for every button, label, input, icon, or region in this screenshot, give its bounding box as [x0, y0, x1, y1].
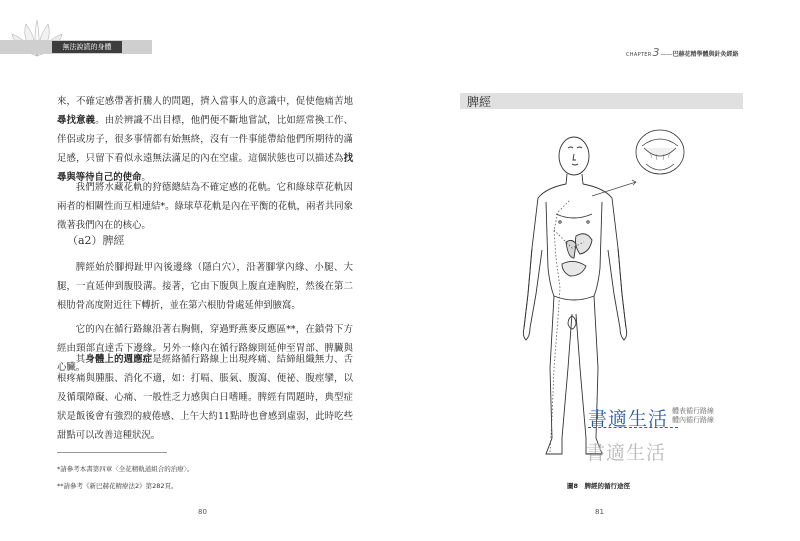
footnote-2: **請參考《新巴赫花精療法2》第282頁。 — [57, 482, 178, 490]
legend-item: 體內循行路線 — [672, 416, 714, 424]
chapter-number: 3 — [652, 46, 660, 59]
emphasis-text: 尋找意義 — [57, 115, 96, 126]
footnote-1: *請參考本書第四章〈全花精軌道組合的治療〉。 — [57, 465, 194, 473]
legend-item: 體表循行路線 — [672, 407, 714, 415]
chapter-label: CHAPTER — [626, 52, 652, 58]
running-header — [626, 46, 800, 59]
section-heading: （a2）脾經 — [67, 234, 125, 247]
text-run: 其 — [75, 354, 86, 365]
section-label: 脾經 — [467, 95, 492, 109]
emphasis-text: 身體上的週應症 — [85, 354, 153, 365]
page-number-left: 80 — [198, 508, 207, 516]
paragraph-2: 我們將水藏花軌的狩德總結為不確定感的花軌。它和綠球草花軌因兩者的相關性而互相連結*。綠球草花軌是內在平衡的花軌，兩者共同象徵著我們內在的核心。 — [57, 182, 353, 231]
text-run: 。由於辨識不出目標，他們便不斷地嘗試，比如經常換工作、伴侶或房子，很多事情都有始無終，沒有一件事能帶給他們所期待的滿足感，只留下看似永遠無法滿足的內在空虛。這個狀態也可以描述為 — [57, 115, 353, 164]
text-run: 是經絡循行路線上出現疼痛、結締組織無力、舌根疼痛與腫脹、消化不適，如：打嗝、脹氣、腹瀉、便祕、腹痙攣，以及循環障礙、心痛、一般性乏力感與白日嗜睡。脾經有問題時，典型症狀是飯後會有強烈的疲倦感、上午大約11點時也會感到虛弱，此時吃些甜點可以改善這種狀況。 — [57, 354, 353, 441]
section-bar — [460, 93, 743, 109]
text-run: 來，不確定感帶著折騰人的問題，擠入當事人的意識中，促使他痛苦地 — [57, 96, 353, 107]
figure-caption: 圖8 脾經的循行途徑 — [567, 482, 631, 490]
header-tab: 無法說謊的身體 — [52, 41, 122, 53]
emphasis-text: 找尋與等待自己的使命 — [57, 153, 353, 183]
figure-legend — [672, 407, 714, 425]
footnote-divider — [57, 452, 167, 453]
chapter-title: 巴赫花精學體與針灸經絡 — [672, 51, 739, 58]
paragraph-5 — [57, 350, 353, 445]
legend-line — [588, 427, 678, 428]
watermark-text-gray: 書適生活 — [586, 442, 667, 464]
paragraph-4: 它的內在循行路線沿著右胸側，穿過野燕麥反應區**，在鎖骨下方經由頸部直達舌下邊緣。另外一條內在循行路線則延伸至胃部、脾臟與心臟。 — [57, 324, 353, 373]
paragraph-1 — [57, 92, 353, 187]
right-page — [400, 0, 800, 541]
header-dash: —— — [660, 51, 673, 58]
page-number-right: 81 — [595, 508, 604, 516]
paragraph-3: 脾經始於腳拇趾甲內後邊緣（隱白穴），沿著腳掌內緣、小腿、大腿，一直延伸到腹股溝。接著，它由下腹與上腹直達胸腔，然後在第二根肋骨高度附近往下轉折，並在第六根肋骨處延伸到腋窩。 — [57, 262, 353, 311]
text-run: 。 — [141, 172, 151, 183]
watermark-text-blue: 書適生活 — [588, 408, 669, 430]
